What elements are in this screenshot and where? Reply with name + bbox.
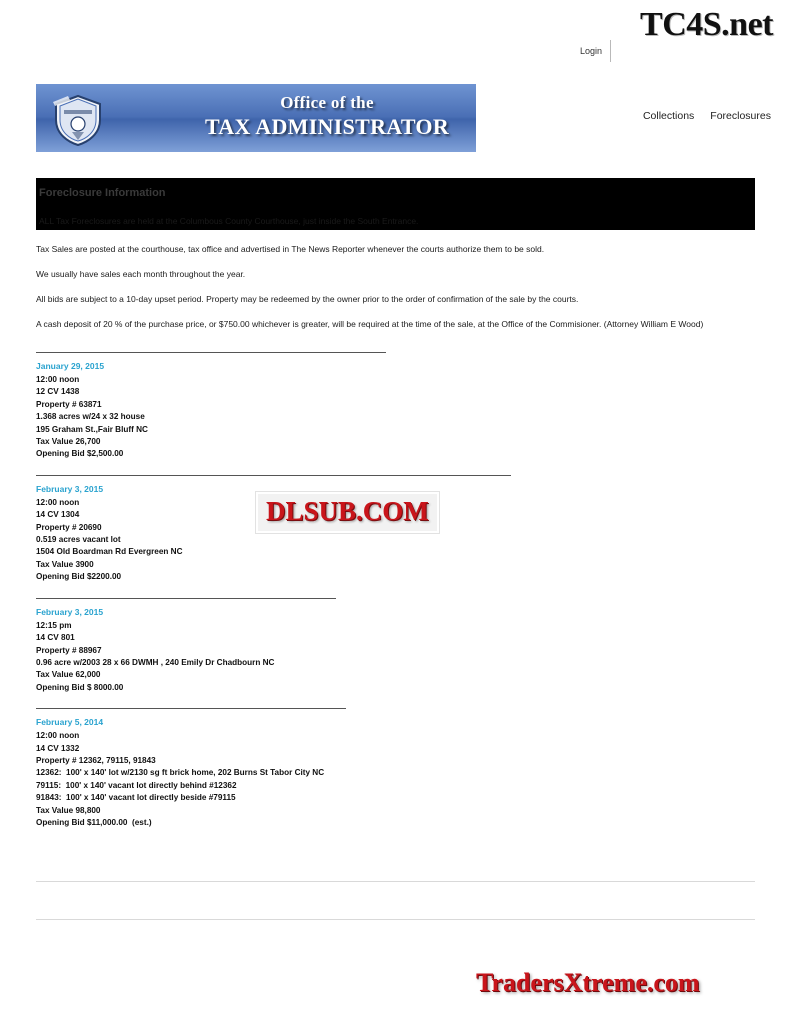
intro-paragraph-4: A cash deposit of 20 % of the purchase price, or $750.00 whichever is greater, will be required at the time of the sale, at the Office of the Commisioner. (Attorney William E Wood)	[36, 319, 704, 329]
county-seal-icon	[50, 90, 106, 148]
listing-line: Tax Value 26,700	[36, 437, 101, 447]
listing-line: 91843: 100' x 140' vacant lot directly beside #79115	[36, 793, 236, 803]
listing-line: Tax Value 3900	[36, 559, 94, 569]
listing-line: 1504 Old Boardman Rd Evergreen NC	[36, 547, 183, 557]
listing-line: 79115: 100' x 140' vacant lot directly behind #12362	[36, 780, 237, 790]
listing-line: 12:00 noon	[36, 375, 80, 384]
tradersxtreme-watermark: TradersXtreme.com	[476, 968, 700, 997]
redacted-notice-text: ALL Tax Foreclosures are held at the Columbous County Courthouse, just inside the South Entrance.	[39, 216, 419, 226]
listing-line: 1.368 acres w/24 x 32 house	[36, 412, 145, 422]
listing-line: Property # 20690	[36, 522, 102, 532]
nav-item-foreclosures[interactable]: Foreclosures	[710, 110, 771, 122]
listing-line: 14 CV 801	[36, 633, 75, 643]
listing-date: February 3, 2015	[36, 483, 104, 494]
list-item	[36, 361, 766, 461]
footer-divider-2	[36, 919, 755, 920]
listing-line: Property # 12362, 79115, 91843	[36, 755, 156, 765]
banner-line-2: TAX ADMINISTRATOR	[204, 114, 450, 139]
site-brand-watermark: TC4S.net	[640, 6, 773, 43]
redacted-notice-bar	[36, 212, 755, 230]
listing-line: Property # 88967	[36, 645, 102, 655]
listing-line: Opening Bid $ 8000.00	[36, 682, 124, 692]
main-nav	[643, 110, 771, 122]
banner-heading	[182, 92, 472, 140]
listing-line: 0.96 acre w/2003 28 x 66 DWMH , 240 Emily Dr Chadbourn NC	[36, 657, 275, 667]
divider-4	[36, 708, 346, 709]
login-divider	[610, 40, 611, 62]
listing-line: 0.519 acres vacant lot	[36, 535, 121, 545]
listing-date: January 29, 2015	[36, 361, 105, 371]
footer-dividers	[36, 881, 755, 920]
list-item	[36, 717, 766, 829]
login-link[interactable]: Login	[579, 46, 602, 56]
listing-line: Tax Value 98,800	[36, 805, 101, 815]
intro-paragraph-2: We usually have sales each month throughout the year.	[36, 269, 246, 279]
listing-line: 12:15 pm	[36, 620, 72, 630]
banner-line-1: Office of the	[280, 93, 374, 112]
dlsub-watermark: DLSUB.COM	[256, 492, 439, 533]
section-title-bar	[36, 178, 755, 212]
login-area	[580, 40, 611, 62]
nav-item-collections[interactable]: Collections	[642, 110, 695, 122]
listing-line: 14 CV 1304	[36, 510, 80, 520]
listing-line: Opening Bid $2200.00	[36, 572, 122, 582]
listing-line: 12:00 noon	[36, 497, 80, 507]
listing-date: February 5, 2014	[36, 717, 104, 728]
listing-line: 195 Graham St.,Fair Bluff NC	[36, 424, 148, 434]
intro-paragraph-1: Tax Sales are posted at the courthouse, tax office and advertised in The News Reporter whenever the courts authorize them to be sold.	[36, 244, 545, 254]
divider-3	[36, 598, 336, 599]
listing-line: Opening Bid $11,000.00 (est.)	[36, 817, 152, 827]
listing-line: Opening Bid $2,500.00	[36, 449, 124, 459]
masthead	[0, 72, 791, 164]
listing-line: 14 CV 1332	[36, 743, 80, 753]
list-item	[36, 607, 766, 694]
divider-1	[36, 352, 386, 353]
listing-line: 12 CV 1438	[36, 387, 80, 397]
page-title: Foreclosure Information	[39, 187, 166, 199]
intro-paragraph-3: All bids are subject to a 10-day upset period. Property may be redeemed by the owner prior to the order of confirmation of the sale by the courts.	[36, 294, 579, 304]
footer-divider-1	[36, 881, 755, 882]
listing-line: 12:00 noon	[36, 731, 80, 741]
content-column	[36, 244, 766, 829]
listing-line: Tax Value 62,000	[36, 670, 101, 680]
listing-line: Property # 63871	[36, 399, 102, 409]
tax-administrator-banner	[36, 84, 476, 152]
divider-2	[36, 475, 511, 476]
listing-date: February 3, 2015	[36, 606, 104, 617]
listing-line: 12362: 100' x 140' lot w/2130 sg ft brick home, 202 Burns St Tabor City NC	[36, 768, 325, 778]
